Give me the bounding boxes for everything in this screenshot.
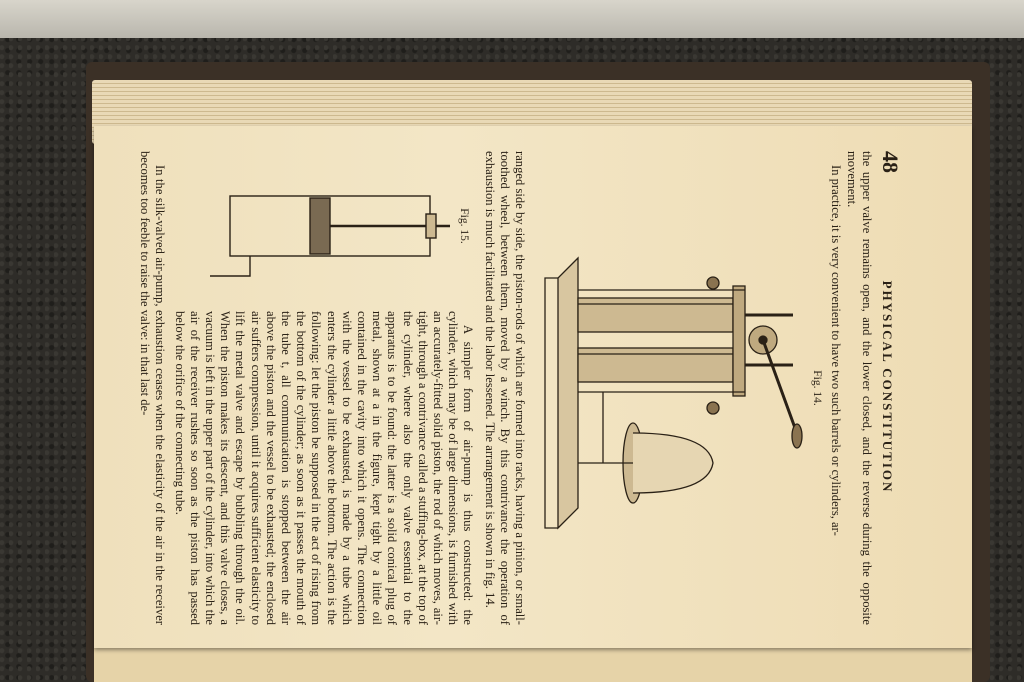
running-head: PHYSICAL CONSTITUTION [880,280,895,494]
fig15-caption: Fig. 15. [458,208,471,244]
fig15-section [171,151,475,625]
simple-pump-paragraph: A simpler form of air-pump is thus constructed: the cylinder, which may be of large dimensions, is furnished with an accurately-fitted solid piston, the rod of which moves, air-tight, through a contrivance called a stuffing-box, at the top of the cylinder, where also the only valve essential to the apparatus is to be found: the latter is a solid conical plug of metal, shown at a in the figure, kept tight by a little oil contained in the cavity into which it opens. The connection with the vessel to be exhausted, is made by a tube which enters the cylinder a little above the bottom. The action is the following: let the piston be supposed in the act of rising from the bottom of the cylinder; as soon as it passes the mouth of the tube t, all communication is stopped between the air above the piston and the vessel to be exhausted; the enclosed air suffers compression, until it acquires sufficient elasticity to lift the metal valve and escape by bubbling through the oil. When the piston makes its descent, and this valve closes, a vacuum is left in the upper part of the cylinder, into which the air of the receiver rushes so soon as the piston has passed below the orifice of the connecting tube. [172,311,476,625]
page-text-block [128,151,903,625]
fig15-column [171,151,475,301]
simple-pump-text [171,311,475,625]
rotated-page-content [128,151,903,625]
cylinder-diagram-fig15 [210,166,450,286]
page-header [878,151,903,625]
fig14-caption: Fig. 14. [811,370,824,406]
air-pump-engraving-fig14 [533,238,803,538]
racks-paragraph: ranged side by side, the piston-rods of which are formed into racks, having a pinion, or small-toothed wheel, between them, moved by a winch. By this contrivance the operation of exhaustion is much facilitated and the labor lessened. The arrangement is shown in fig. 14. [482,151,527,625]
intro-paragraph-2: In practice, it is very convenient to have two such barrels or cylinders, ar- [829,165,844,536]
silk-valve-paragraph: In the silk-valved air-pump, exhaustion ceases when the elasticity of the air in the receiver becomes too feeble to raise the valve: in that last de- [138,151,168,625]
paper-strip [0,0,1024,38]
intro-paragraph: the upper valve remains open, and the lower closed, and the reverse during the opposite movement. [844,151,874,625]
page-number: 48 [878,151,903,173]
racks-text [481,151,527,625]
lower-section [481,151,527,625]
